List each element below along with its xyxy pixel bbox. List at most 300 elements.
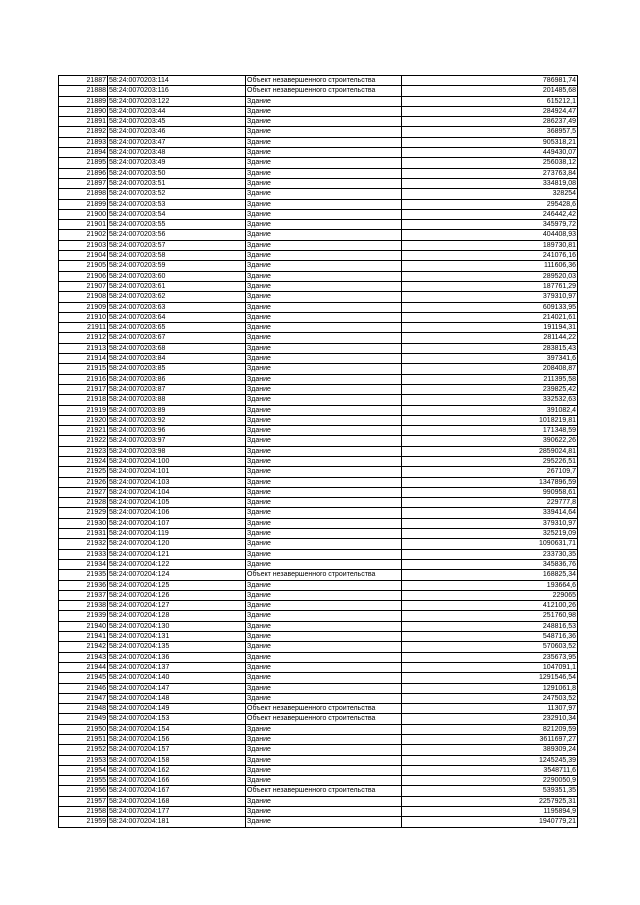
cadastral-number-cell: 58:24:0070204:168 (108, 796, 246, 806)
cadastral-number-cell: 58:24:0070203:56 (108, 230, 246, 240)
cadastral-value-cell: 609133,95 (402, 302, 578, 312)
cadastral-number-cell: 58:24:0070203:67 (108, 333, 246, 343)
object-type-cell: Здание (246, 745, 402, 755)
object-type-cell: Здание (246, 724, 402, 734)
table-row (59, 776, 578, 786)
cadastral-value-cell: 539351,35 (402, 786, 578, 796)
object-type-cell: Здание (246, 323, 402, 333)
object-type-cell: Здание (246, 158, 402, 168)
cadastral-number-cell: 58:24:0070203:97 (108, 436, 246, 446)
cadastral-number-cell: 58:24:0070203:54 (108, 209, 246, 219)
cadastral-value-cell: 325219,09 (402, 529, 578, 539)
cadastral-value-cell: 390622,26 (402, 436, 578, 446)
row-number-cell: 21936 (59, 580, 108, 590)
object-type-cell: Здание (246, 148, 402, 158)
object-type-cell: Здание (246, 652, 402, 662)
object-type-cell: Здание (246, 529, 402, 539)
row-number-cell: 21926 (59, 477, 108, 487)
cadastral-number-cell: 58:24:0070204:119 (108, 529, 246, 539)
cadastral-value-cell: 168825,34 (402, 570, 578, 580)
row-number-cell: 21909 (59, 302, 108, 312)
cadastral-value-cell: 2290050,9 (402, 776, 578, 786)
row-number-cell: 21938 (59, 601, 108, 611)
row-number-cell: 21956 (59, 786, 108, 796)
cadastral-number-cell: 58:24:0070204:106 (108, 508, 246, 518)
cadastral-number-cell: 58:24:0070204:107 (108, 518, 246, 528)
object-type-cell: Здание (246, 343, 402, 353)
table-row (59, 230, 578, 240)
cadastral-number-cell: 58:24:0070204:157 (108, 745, 246, 755)
cadastral-value-cell: 241076,16 (402, 251, 578, 261)
table-row (59, 632, 578, 642)
row-number-cell: 21943 (59, 652, 108, 662)
object-type-cell: Здание (246, 632, 402, 642)
cadastral-value-cell: 283815,43 (402, 343, 578, 353)
row-number-cell: 21919 (59, 405, 108, 415)
table-row (59, 498, 578, 508)
row-number-cell: 21951 (59, 735, 108, 745)
cadastral-value-cell: 233730,35 (402, 549, 578, 559)
row-number-cell: 21904 (59, 251, 108, 261)
object-type-cell: Объект незавершенного строительства (246, 786, 402, 796)
cadastral-value-cell: 232910,34 (402, 714, 578, 724)
cadastral-number-cell: 58:24:0070204:140 (108, 673, 246, 683)
row-number-cell: 21907 (59, 281, 108, 291)
cadastral-number-cell: 58:24:0070204:104 (108, 487, 246, 497)
cadastral-value-cell: 1047091,1 (402, 662, 578, 672)
cadastral-value-cell: 334819,08 (402, 178, 578, 188)
object-type-cell: Здание (246, 549, 402, 559)
table-row (59, 148, 578, 158)
cadastral-number-cell: 58:24:0070203:52 (108, 189, 246, 199)
row-number-cell: 21930 (59, 518, 108, 528)
table-row (59, 240, 578, 250)
cadastral-value-cell: 389309,24 (402, 745, 578, 755)
cadastral-number-cell: 58:24:0070203:47 (108, 137, 246, 147)
cadastral-value-cell: 412100,26 (402, 601, 578, 611)
cadastral-value-cell: 2257925,31 (402, 796, 578, 806)
cadastral-number-cell: 58:24:0070203:61 (108, 281, 246, 291)
table-row (59, 323, 578, 333)
object-type-cell: Здание (246, 467, 402, 477)
object-type-cell: Объект незавершенного строительства (246, 704, 402, 714)
table-row (59, 137, 578, 147)
cadastral-value-cell: 211395,58 (402, 374, 578, 384)
cadastral-number-cell: 58:24:0070204:124 (108, 570, 246, 580)
cadastral-value-cell: 229065 (402, 590, 578, 600)
row-number-cell: 21894 (59, 148, 108, 158)
table-row (59, 261, 578, 271)
table-row (59, 652, 578, 662)
object-type-cell: Здание (246, 673, 402, 683)
table-row (59, 426, 578, 436)
table-row (59, 539, 578, 549)
cadastral-number-cell: 58:24:0070203:48 (108, 148, 246, 158)
row-number-cell: 21923 (59, 446, 108, 456)
table-row (59, 86, 578, 96)
object-type-cell: Объект незавершенного строительства (246, 86, 402, 96)
row-number-cell: 21921 (59, 426, 108, 436)
table-row (59, 570, 578, 580)
table-row (59, 467, 578, 477)
cadastral-value-table (58, 75, 578, 828)
cadastral-number-cell: 58:24:0070203:114 (108, 76, 246, 86)
object-type-cell: Здание (246, 292, 402, 302)
cadastral-value-cell: 615212,1 (402, 96, 578, 106)
cadastral-number-cell: 58:24:0070203:84 (108, 354, 246, 364)
cadastral-value-cell: 548716,36 (402, 632, 578, 642)
row-number-cell: 21931 (59, 529, 108, 539)
cadastral-number-cell: 58:24:0070204:121 (108, 549, 246, 559)
table-row (59, 436, 578, 446)
object-type-cell: Здание (246, 735, 402, 745)
row-number-cell: 21929 (59, 508, 108, 518)
cadastral-number-cell: 58:24:0070203:58 (108, 251, 246, 261)
cadastral-value-cell: 248816,53 (402, 621, 578, 631)
cadastral-number-cell: 58:24:0070203:86 (108, 374, 246, 384)
table-row (59, 405, 578, 415)
cadastral-value-cell: 214021,61 (402, 312, 578, 322)
table-row (59, 765, 578, 775)
row-number-cell: 21928 (59, 498, 108, 508)
object-type-cell: Здание (246, 498, 402, 508)
cadastral-number-cell: 58:24:0070204:153 (108, 714, 246, 724)
object-type-cell: Здание (246, 426, 402, 436)
cadastral-value-cell: 246442,42 (402, 209, 578, 219)
row-number-cell: 21888 (59, 86, 108, 96)
table-row (59, 106, 578, 116)
cadastral-value-cell: 1347896,59 (402, 477, 578, 487)
cadastral-value-cell: 1291546,54 (402, 673, 578, 683)
table-row (59, 817, 578, 827)
row-number-cell: 21949 (59, 714, 108, 724)
cadastral-value-cell: 295428,6 (402, 199, 578, 209)
object-type-cell: Здание (246, 281, 402, 291)
row-number-cell: 21947 (59, 693, 108, 703)
row-number-cell: 21912 (59, 333, 108, 343)
table-row (59, 189, 578, 199)
table-body (59, 76, 578, 828)
object-type-cell: Здание (246, 796, 402, 806)
table-row (59, 683, 578, 693)
table-row (59, 76, 578, 86)
object-type-cell: Здание (246, 178, 402, 188)
cadastral-value-cell: 251760,98 (402, 611, 578, 621)
object-type-cell: Здание (246, 487, 402, 497)
row-number-cell: 21899 (59, 199, 108, 209)
row-number-cell: 21896 (59, 168, 108, 178)
cadastral-value-cell: 289520,03 (402, 271, 578, 281)
row-number-cell: 21892 (59, 127, 108, 137)
cadastral-value-cell: 339414,64 (402, 508, 578, 518)
object-type-cell: Здание (246, 199, 402, 209)
object-type-cell: Здание (246, 559, 402, 569)
row-number-cell: 21906 (59, 271, 108, 281)
cadastral-number-cell: 58:24:0070204:167 (108, 786, 246, 796)
row-number-cell: 21958 (59, 807, 108, 817)
cadastral-value-cell: 990958,61 (402, 487, 578, 497)
table-row (59, 117, 578, 127)
row-number-cell: 21916 (59, 374, 108, 384)
table-row (59, 724, 578, 734)
row-number-cell: 21935 (59, 570, 108, 580)
cadastral-number-cell: 58:24:0070203:65 (108, 323, 246, 333)
object-type-cell: Здание (246, 539, 402, 549)
table-row (59, 662, 578, 672)
object-type-cell: Здание (246, 374, 402, 384)
cadastral-value-cell: 404408,93 (402, 230, 578, 240)
table-row (59, 209, 578, 219)
cadastral-number-cell: 58:24:0070203:92 (108, 415, 246, 425)
row-number-cell: 21933 (59, 549, 108, 559)
cadastral-value-cell: 191194,31 (402, 323, 578, 333)
object-type-cell: Здание (246, 807, 402, 817)
cadastral-value-cell: 208408,87 (402, 364, 578, 374)
row-number-cell: 21900 (59, 209, 108, 219)
cadastral-number-cell: 58:24:0070204:162 (108, 765, 246, 775)
cadastral-value-cell: 235673,95 (402, 652, 578, 662)
table-row (59, 714, 578, 724)
cadastral-value-cell: 273763,84 (402, 168, 578, 178)
cadastral-number-cell: 58:24:0070204:100 (108, 456, 246, 466)
cadastral-number-cell: 58:24:0070204:103 (108, 477, 246, 487)
cadastral-number-cell: 58:24:0070203:49 (108, 158, 246, 168)
object-type-cell: Здание (246, 590, 402, 600)
cadastral-number-cell: 58:24:0070204:131 (108, 632, 246, 642)
object-type-cell: Здание (246, 251, 402, 261)
table-row (59, 755, 578, 765)
cadastral-value-cell: 295226,51 (402, 456, 578, 466)
cadastral-value-cell: 332532,63 (402, 395, 578, 405)
cadastral-number-cell: 58:24:0070204:154 (108, 724, 246, 734)
table-row (59, 590, 578, 600)
row-number-cell: 21942 (59, 642, 108, 652)
object-type-cell: Здание (246, 354, 402, 364)
cadastral-number-cell: 58:24:0070204:181 (108, 817, 246, 827)
object-type-cell: Здание (246, 477, 402, 487)
table-row (59, 220, 578, 230)
table-row (59, 271, 578, 281)
row-number-cell: 21901 (59, 220, 108, 230)
table-row (59, 96, 578, 106)
table-row (59, 158, 578, 168)
object-type-cell: Здание (246, 96, 402, 106)
cadastral-value-cell: 391082,4 (402, 405, 578, 415)
table-row (59, 127, 578, 137)
object-type-cell: Здание (246, 765, 402, 775)
cadastral-value-cell: 2859024,81 (402, 446, 578, 456)
table-row (59, 518, 578, 528)
cadastral-number-cell: 58:24:0070203:96 (108, 426, 246, 436)
object-type-cell: Здание (246, 662, 402, 672)
table-row (59, 364, 578, 374)
table-row (59, 384, 578, 394)
object-type-cell: Здание (246, 384, 402, 394)
table-row (59, 487, 578, 497)
object-type-cell: Здание (246, 240, 402, 250)
object-type-cell: Здание (246, 312, 402, 322)
table-row (59, 529, 578, 539)
table-row (59, 178, 578, 188)
cadastral-value-cell: 239825,42 (402, 384, 578, 394)
row-number-cell: 21918 (59, 395, 108, 405)
cadastral-value-cell: 345979,72 (402, 220, 578, 230)
object-type-cell: Здание (246, 621, 402, 631)
cadastral-value-cell: 284924,47 (402, 106, 578, 116)
table-row (59, 333, 578, 343)
table-row (59, 415, 578, 425)
cadastral-number-cell: 58:24:0070203:98 (108, 446, 246, 456)
cadastral-number-cell: 58:24:0070203:63 (108, 302, 246, 312)
cadastral-number-cell: 58:24:0070203:87 (108, 384, 246, 394)
object-type-cell: Здание (246, 436, 402, 446)
cadastral-value-cell: 267109,7 (402, 467, 578, 477)
table-row (59, 735, 578, 745)
cadastral-number-cell: 58:24:0070204:135 (108, 642, 246, 652)
object-type-cell: Здание (246, 405, 402, 415)
cadastral-number-cell: 58:24:0070203:62 (108, 292, 246, 302)
cadastral-value-cell: 1090631,71 (402, 539, 578, 549)
cadastral-number-cell: 58:24:0070204:122 (108, 559, 246, 569)
object-type-cell: Здание (246, 106, 402, 116)
row-number-cell: 21932 (59, 539, 108, 549)
object-type-cell: Здание (246, 683, 402, 693)
row-number-cell: 21952 (59, 745, 108, 755)
object-type-cell: Здание (246, 508, 402, 518)
cadastral-number-cell: 58:24:0070203:88 (108, 395, 246, 405)
cadastral-value-cell: 11307,97 (402, 704, 578, 714)
row-number-cell: 21893 (59, 137, 108, 147)
cadastral-number-cell: 58:24:0070203:68 (108, 343, 246, 353)
cadastral-value-cell: 368957,5 (402, 127, 578, 137)
table-row (59, 395, 578, 405)
table-row (59, 704, 578, 714)
row-number-cell: 21913 (59, 343, 108, 353)
table-row (59, 456, 578, 466)
cadastral-value-cell: 1291061,8 (402, 683, 578, 693)
cadastral-number-cell: 58:24:0070204:105 (108, 498, 246, 508)
cadastral-value-cell: 256038,12 (402, 158, 578, 168)
cadastral-number-cell: 58:24:0070204:148 (108, 693, 246, 703)
table-row (59, 343, 578, 353)
object-type-cell: Объект незавершенного строительства (246, 714, 402, 724)
cadastral-number-cell: 58:24:0070204:147 (108, 683, 246, 693)
row-number-cell: 21917 (59, 384, 108, 394)
cadastral-value-cell: 111606,36 (402, 261, 578, 271)
cadastral-number-cell: 58:24:0070203:57 (108, 240, 246, 250)
cadastral-number-cell: 58:24:0070203:64 (108, 312, 246, 322)
cadastral-value-cell: 281144,22 (402, 333, 578, 343)
object-type-cell: Здание (246, 168, 402, 178)
object-type-cell: Здание (246, 415, 402, 425)
cadastral-number-cell: 58:24:0070204:130 (108, 621, 246, 631)
cadastral-value-cell: 193664,6 (402, 580, 578, 590)
cadastral-value-cell: 786981,74 (402, 76, 578, 86)
row-number-cell: 21890 (59, 106, 108, 116)
table-row (59, 673, 578, 683)
cadastral-value-cell: 1018219,81 (402, 415, 578, 425)
table-row (59, 745, 578, 755)
row-number-cell: 21902 (59, 230, 108, 240)
row-number-cell: 21940 (59, 621, 108, 631)
table-row (59, 621, 578, 631)
cadastral-value-cell: 201485,68 (402, 86, 578, 96)
cadastral-value-cell: 570603,52 (402, 642, 578, 652)
row-number-cell: 21927 (59, 487, 108, 497)
cadastral-number-cell: 58:24:0070204:149 (108, 704, 246, 714)
cadastral-number-cell: 58:24:0070203:85 (108, 364, 246, 374)
table-row (59, 168, 578, 178)
object-type-cell: Здание (246, 755, 402, 765)
row-number-cell: 21950 (59, 724, 108, 734)
row-number-cell: 21948 (59, 704, 108, 714)
object-type-cell: Здание (246, 611, 402, 621)
row-number-cell: 21959 (59, 817, 108, 827)
row-number-cell: 21957 (59, 796, 108, 806)
object-type-cell: Здание (246, 456, 402, 466)
cadastral-number-cell: 58:24:0070204:128 (108, 611, 246, 621)
cadastral-value-cell: 229777,8 (402, 498, 578, 508)
cadastral-number-cell: 58:24:0070203:89 (108, 405, 246, 415)
cadastral-value-cell: 379310,97 (402, 292, 578, 302)
table-row (59, 611, 578, 621)
row-number-cell: 21924 (59, 456, 108, 466)
row-number-cell: 21925 (59, 467, 108, 477)
row-number-cell: 21946 (59, 683, 108, 693)
row-number-cell: 21911 (59, 323, 108, 333)
cadastral-value-cell: 449430,07 (402, 148, 578, 158)
row-number-cell: 21889 (59, 96, 108, 106)
object-type-cell: Здание (246, 117, 402, 127)
cadastral-number-cell: 58:24:0070204:137 (108, 662, 246, 672)
cadastral-value-cell: 397341,6 (402, 354, 578, 364)
row-number-cell: 21915 (59, 364, 108, 374)
object-type-cell: Здание (246, 776, 402, 786)
cadastral-value-cell: 821209,59 (402, 724, 578, 734)
object-type-cell: Здание (246, 333, 402, 343)
cadastral-number-cell: 58:24:0070203:46 (108, 127, 246, 137)
table-row (59, 302, 578, 312)
object-type-cell: Здание (246, 261, 402, 271)
cadastral-value-cell: 3611697,27 (402, 735, 578, 745)
cadastral-number-cell: 58:24:0070203:59 (108, 261, 246, 271)
table-row (59, 199, 578, 209)
object-type-cell: Здание (246, 817, 402, 827)
table-row (59, 312, 578, 322)
row-number-cell: 21954 (59, 765, 108, 775)
object-type-cell: Здание (246, 642, 402, 652)
object-type-cell: Здание (246, 271, 402, 281)
cadastral-number-cell: 58:24:0070204:120 (108, 539, 246, 549)
object-type-cell: Здание (246, 127, 402, 137)
row-number-cell: 21945 (59, 673, 108, 683)
row-number-cell: 21955 (59, 776, 108, 786)
cadastral-value-cell: 1245245,39 (402, 755, 578, 765)
row-number-cell: 21922 (59, 436, 108, 446)
table-row (59, 477, 578, 487)
object-type-cell: Здание (246, 580, 402, 590)
object-type-cell: Здание (246, 446, 402, 456)
row-number-cell: 21937 (59, 590, 108, 600)
object-type-cell: Здание (246, 189, 402, 199)
table-row (59, 796, 578, 806)
table-row (59, 642, 578, 652)
cadastral-number-cell: 58:24:0070203:116 (108, 86, 246, 96)
row-number-cell: 21914 (59, 354, 108, 364)
cadastral-value-cell: 189730,81 (402, 240, 578, 250)
cadastral-number-cell: 58:24:0070204:166 (108, 776, 246, 786)
table-row (59, 601, 578, 611)
